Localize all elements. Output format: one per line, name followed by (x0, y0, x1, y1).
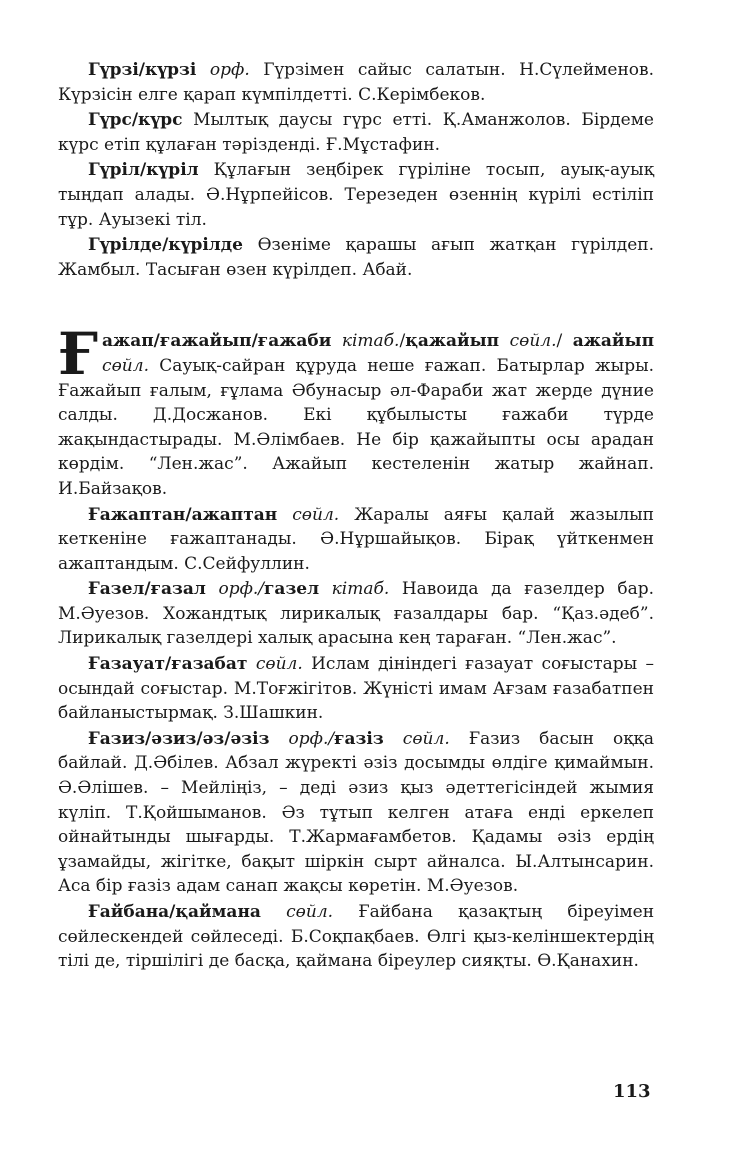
headword: газел (264, 579, 320, 600)
headword: Ғазауат/ғазабат (88, 654, 248, 675)
entry-text: Сауық-сайран құруда неше ғажап. Батырлар жыры. Ғажайып ғалым, ғұлама Әбунасыр әл-Фараби жат жерде дүние салды. Д.Досжанов. Екі құбылысты ғажаби түрде жақындастырады. М.Әлімбаев. Не бір қажайыпты осы арадан көрдім. “Лен.жас”. Ажайып кестеленін жатыр жайнап. И.Байзақов. (58, 355, 655, 499)
entry-text: Ғайбана қазақтың біреуімен сөйлескендей сөйлеседі. Б.Соқпақбаев. Өлгі қыз-келіншектердің тілі де, тіршілігі де басқа, қаймана біреулер сияқты. Ө.Қанахин. (58, 902, 655, 972)
headword: Гүрілде/күрілде (88, 235, 243, 256)
usage-tag: орф. (209, 60, 250, 80)
entry-gazauat (58, 652, 654, 726)
entry-text: Ислам дініндегі ғазауат соғыстары – осындай соғыстар. М.Тоғжігітов. Жүністі имам Ағзам ғазабатпен байланыстырмақ. З.Шашкин. (58, 654, 655, 724)
entry-gaziz (58, 727, 654, 899)
entry-gurzi (58, 58, 654, 107)
headword: ажайып (572, 331, 655, 352)
entry-gurs (58, 108, 654, 157)
entry-gaibana (58, 900, 654, 974)
entry-text: Навоида да ғазелдер бар. М.Әуезов. Хожандтық лирикалық ғазалдары бар. “Қаз.әдеб”. Лирикалық газелдері халық арасына кең тараған. “Лен.жас”. (58, 579, 654, 649)
entry-text: Гүрзімен сайыс салатын. Н.Сүлейменов. Күрзісін елге қарап күмпілдетті. С.Керімбеков. (58, 60, 654, 105)
usage-tag: сөйл. (292, 504, 340, 525)
headword: Ғажаптан/ажаптан (88, 504, 278, 525)
entry-gazhap (58, 320, 655, 501)
headword: Гүрзі/күрзі (88, 60, 197, 80)
usage-tag: орф./ (218, 579, 265, 600)
usage-tag: сөйл. (255, 654, 303, 675)
separator: / (399, 331, 406, 352)
entry-text: Ғазиз басын оққа байлай. Д.Әбілев. Абзал жүректі әзіз досымды өлдіге қимаймын. Ә.Әлішев. – Мейліңіз, – деді әзиз қыз әдеттегісіндей жымия күліп. Т.Қойшыманов. Әз тұтып келген атаға енді еркелеп ойнайтынды шығарды. Т.Жармағамбетов. Қадамы әзіз ердің ұзамайды, жігітке, бақыт шіркін сырт айналса. Ы.Алтынсарин. Аса бір ғазіз адам санап жақсы көретін. М.Әуезов. (58, 728, 654, 897)
headword: Ғазел/ғазал (88, 579, 206, 600)
page-number: 113 (613, 1081, 651, 1102)
usage-tag: кітаб. (341, 331, 400, 352)
headword: Ғайбана/қаймана (88, 902, 261, 922)
dictionary-page (58, 58, 654, 975)
entry-gazel (58, 577, 654, 651)
usage-tag: сөйл. (286, 902, 334, 922)
entry-text: Жаралы аяғы қалай жазылып кеткеніне ғажаптанады. Ә.Нұршайықов. Бірақ үйткенмен ажаптандым. С.Сейфуллин. (58, 504, 655, 574)
entry-text: Құлағын зеңбірек гүріліне тосып, ауық-ауық тыңдап алады. Ә.Нұрпейісов. Терезеден өзеннің күрілі естіліп тұр. Ауызекі тіл. (58, 160, 655, 230)
usage-tag: орф./ (288, 728, 335, 749)
headword: ажап/ғажайып/ғажаби (102, 331, 332, 352)
headword: Гүріл/күріл (88, 160, 199, 181)
usage-tag: сөйл. (509, 331, 557, 352)
usage-tag: кітаб. (331, 579, 390, 600)
separator: / (556, 331, 563, 352)
entry-text: Мылтық даусы гүрс етті. Қ.Аманжолов. Бірдеме күрс етіп құлаған тәрізденді. Ғ.Мұстафин. (58, 110, 654, 155)
headword: ғазіз (334, 728, 384, 749)
entry-text: Өзеніме қарашы ағып жатқан гүрілдеп. Жамбыл. Тасыған өзен күрілдеп. Абай. (58, 235, 655, 280)
headword: Гүрс/күрс (88, 110, 183, 131)
headword: қажайып (405, 331, 500, 352)
drop-cap-letter: Ғ (58, 320, 99, 389)
entry-guril (58, 158, 654, 232)
usage-tag: сөйл. (102, 355, 149, 376)
entry-gazhaptan (58, 503, 654, 577)
headword: Ғазиз/әзиз/әз/әзіз (88, 728, 270, 749)
entry-gurilde (58, 233, 654, 282)
usage-tag: сөйл. (402, 728, 450, 749)
section-gap (58, 283, 654, 329)
